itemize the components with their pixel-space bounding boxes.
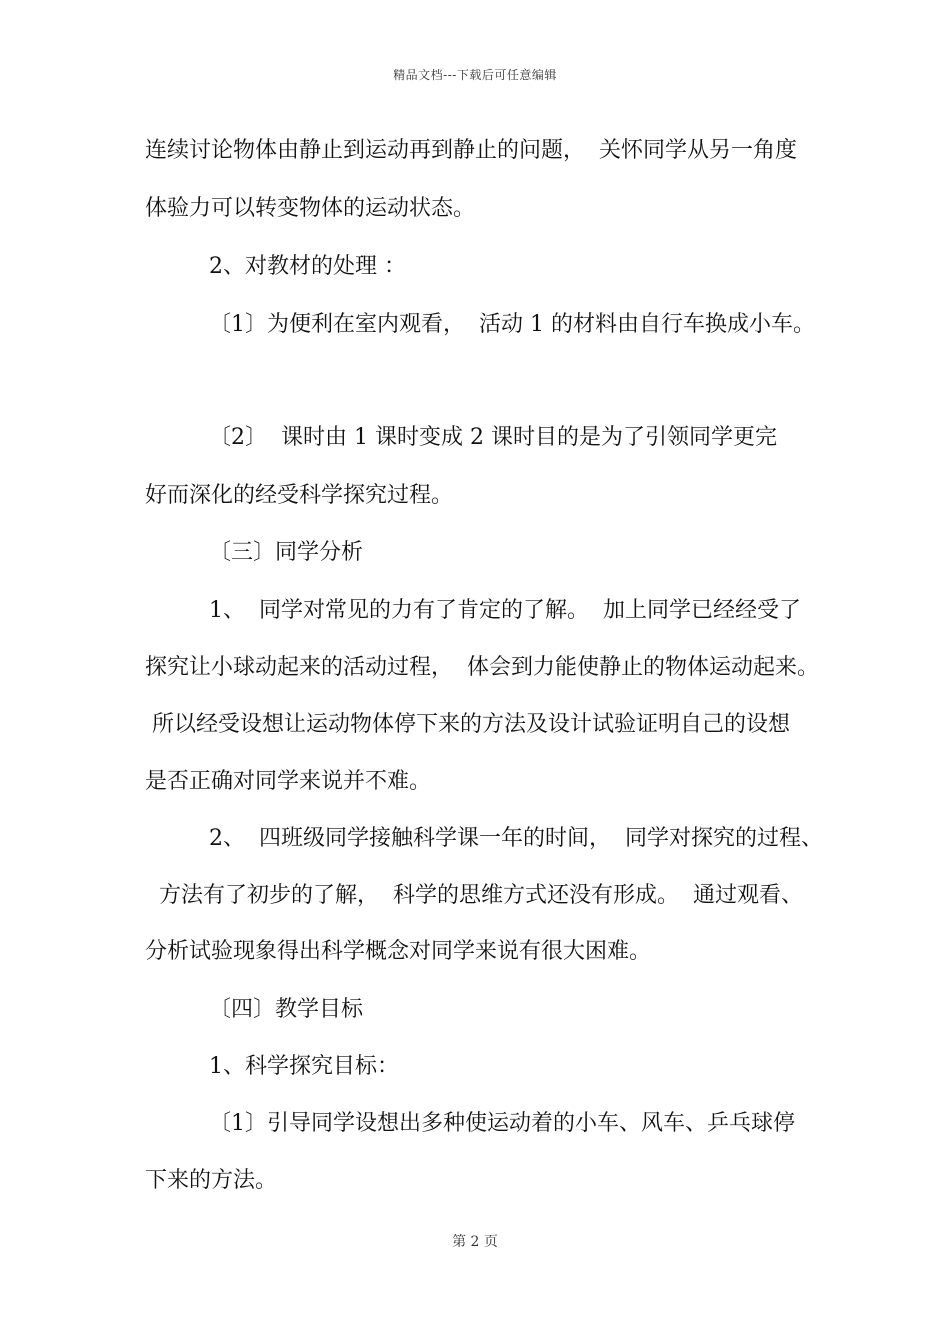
body-line-11: 是否正确对同学来说并不难。 bbox=[145, 769, 432, 794]
body-line-8: 1、 同学对常见的力有了肯定的了解。 加上同学已经经受了 bbox=[209, 598, 801, 623]
body-line-17: 〔1〕引导同学设想出多种使运动着的小车、风车、乒乓球停 bbox=[209, 1111, 795, 1136]
body-line-1: 连续讨论物体由静止到运动再到静止的问题， 关怀同学从另一角度 bbox=[145, 138, 797, 163]
body-line-13: 方法有了初步的了解， 科学的思维方式还没有形成。 通过观看、 bbox=[145, 883, 803, 908]
body-line-18: 下来的方法。 bbox=[145, 1168, 278, 1193]
body-line-10: 所以经受设想让运动物体停下来的方法及设计试验证明自己的设想 bbox=[145, 712, 790, 737]
body-line-9: 探究让小球动起来的活动过程， 体会到力能使静止的物体运动起来。 bbox=[145, 655, 819, 680]
section-heading-materials: 2、对教材的处理 ： bbox=[209, 254, 406, 279]
body-line-4: 〔1〕为便利在室内观看， 活动 1 的材料由自行车换成小车。 bbox=[209, 312, 815, 337]
body-line-12: 2、 四班级同学接触科学课一年的时间， 同学对探究的过程、 bbox=[209, 826, 823, 851]
body-line-14: 分析试验现象得出科学概念对同学来说有很大困难。 bbox=[145, 939, 652, 964]
section-heading-inquiry-goals: 1、科学探究目标： bbox=[209, 1054, 399, 1079]
section-heading-student-analysis: 〔三〕同学分析 bbox=[209, 540, 364, 565]
page-number: 第 2 页 bbox=[452, 1234, 498, 1250]
body-line-6: 好而深化的经受科学探究过程。 bbox=[145, 483, 454, 508]
page-header: 精品文档---下载后可任意编辑 bbox=[393, 68, 557, 82]
body-line-2: 体验力可以转变物体的运动状态。 bbox=[145, 196, 476, 221]
body-line-5: 〔2〕 课时由 1 课时变成 2 课时目的是为了引领同学更完 bbox=[209, 425, 777, 450]
section-heading-teaching-goals: 〔四〕教学目标 bbox=[209, 997, 364, 1022]
